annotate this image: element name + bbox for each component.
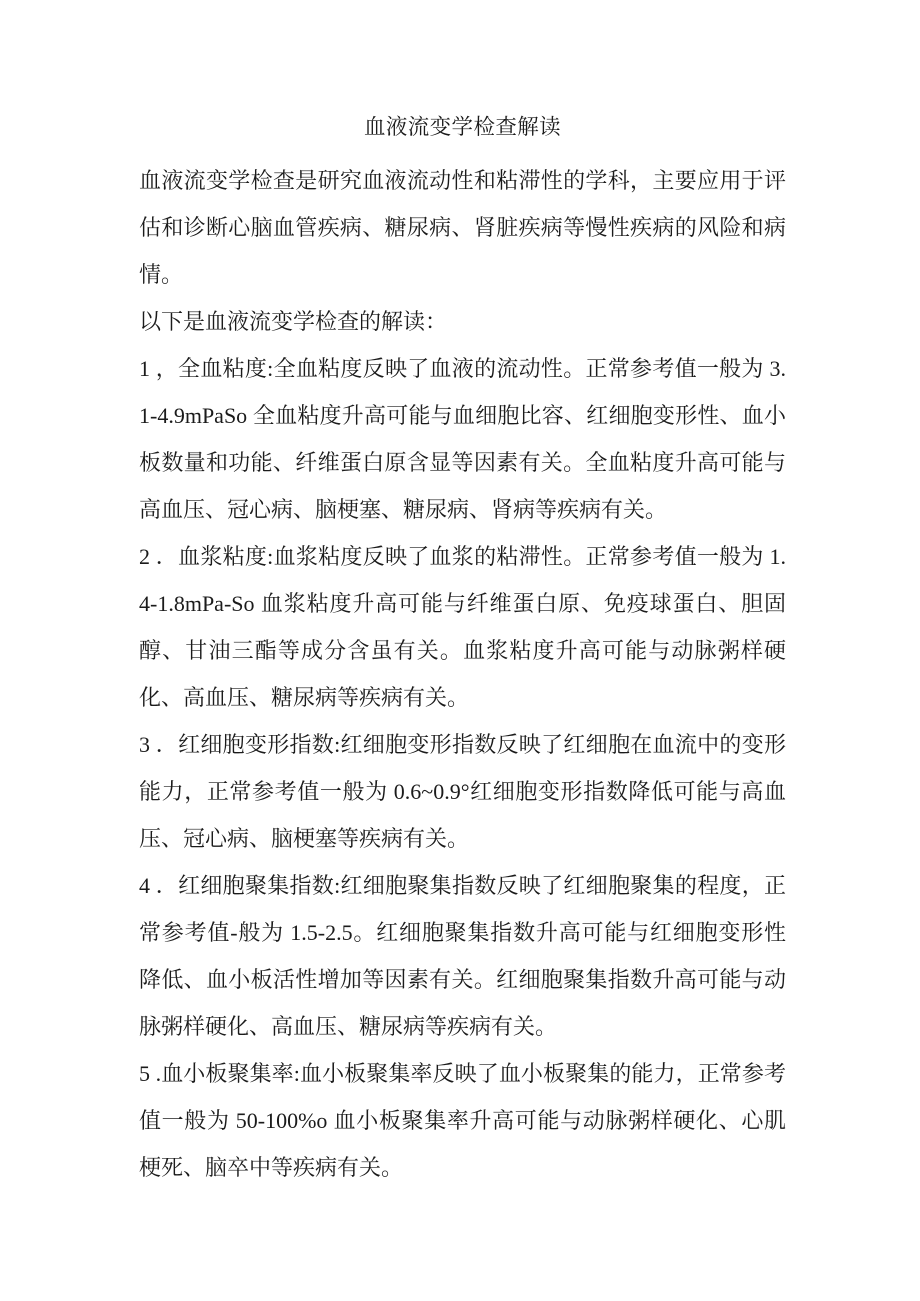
paragraph-item-3-rbc-deformation-index: 3 ．红细胞变形指数:红细胞变形指数反映了红细胞在血流中的变形能力，正常参考值一般为 0.6~0.9°红细胞变形指数降低可能与高血压、冠心病、脑梗塞等疾病有关。	[139, 732, 786, 851]
document-body	[139, 104, 786, 1191]
paragraph-intro: 血液流变学检查是研究血液流动性和粘滞性的学科，主要应用于评估和诊断心脑血管疾病、糖尿病、肾脏疾病等慢性疾病的风险和病情。	[139, 168, 786, 287]
paragraph-item-5-platelet-aggregation-rate: 5 .血小板聚集率:血小板聚集率反映了血小板聚集的能力，正常参考值一般为 50-100%o 血小板聚集率升高可能与动脉粥样硬化、心肌梗死、脑卒中等疾病有关。	[139, 1061, 786, 1180]
paragraph-item-4-rbc-aggregation-index: 4 ．红细胞聚集指数:红细胞聚集指数反映了红细胞聚集的程度，正常参考值-般为 1.5-2.5。红细胞聚集指数升高可能与红细胞变形性降低、血小板活性增加等因素有关。红细胞聚集指数升高可能与动脉粥样硬化、高血压、糖尿病等疾病有关。	[139, 873, 786, 1039]
paragraph-lead-in: 以下是血液流变学检查的解读：	[139, 309, 448, 334]
page-title: 血液流变学检查解读	[363, 115, 562, 139]
paragraph-item-2-plasma-viscosity: 2 ．血浆粘度:血浆粘度反映了血浆的粘滞性。正常参考值一般为 1.4-1.8mPa-So 血浆粘度升高可能与纤维蛋白原、免疫球蛋白、胆固醇、甘油三酯等成分含虽有关。血浆粘度升高可能与动脉粥样硬化、高血压、糖尿病等疾病有关。	[139, 544, 786, 710]
paragraph-item-1-whole-blood-viscosity: 1 ，全血粘度:全血粘度反映了血液的流动性。正常参考值一般为 3.1-4.9mPaSo 全血粘度升高可能与血细胞比容、红细胞变形性、血小板数量和功能、纤维蛋白原含显等因素有关。全血粘度升高可能与高血压、冠心病、脑梗塞、糖尿病、肾病等疾病有关。	[139, 356, 786, 522]
